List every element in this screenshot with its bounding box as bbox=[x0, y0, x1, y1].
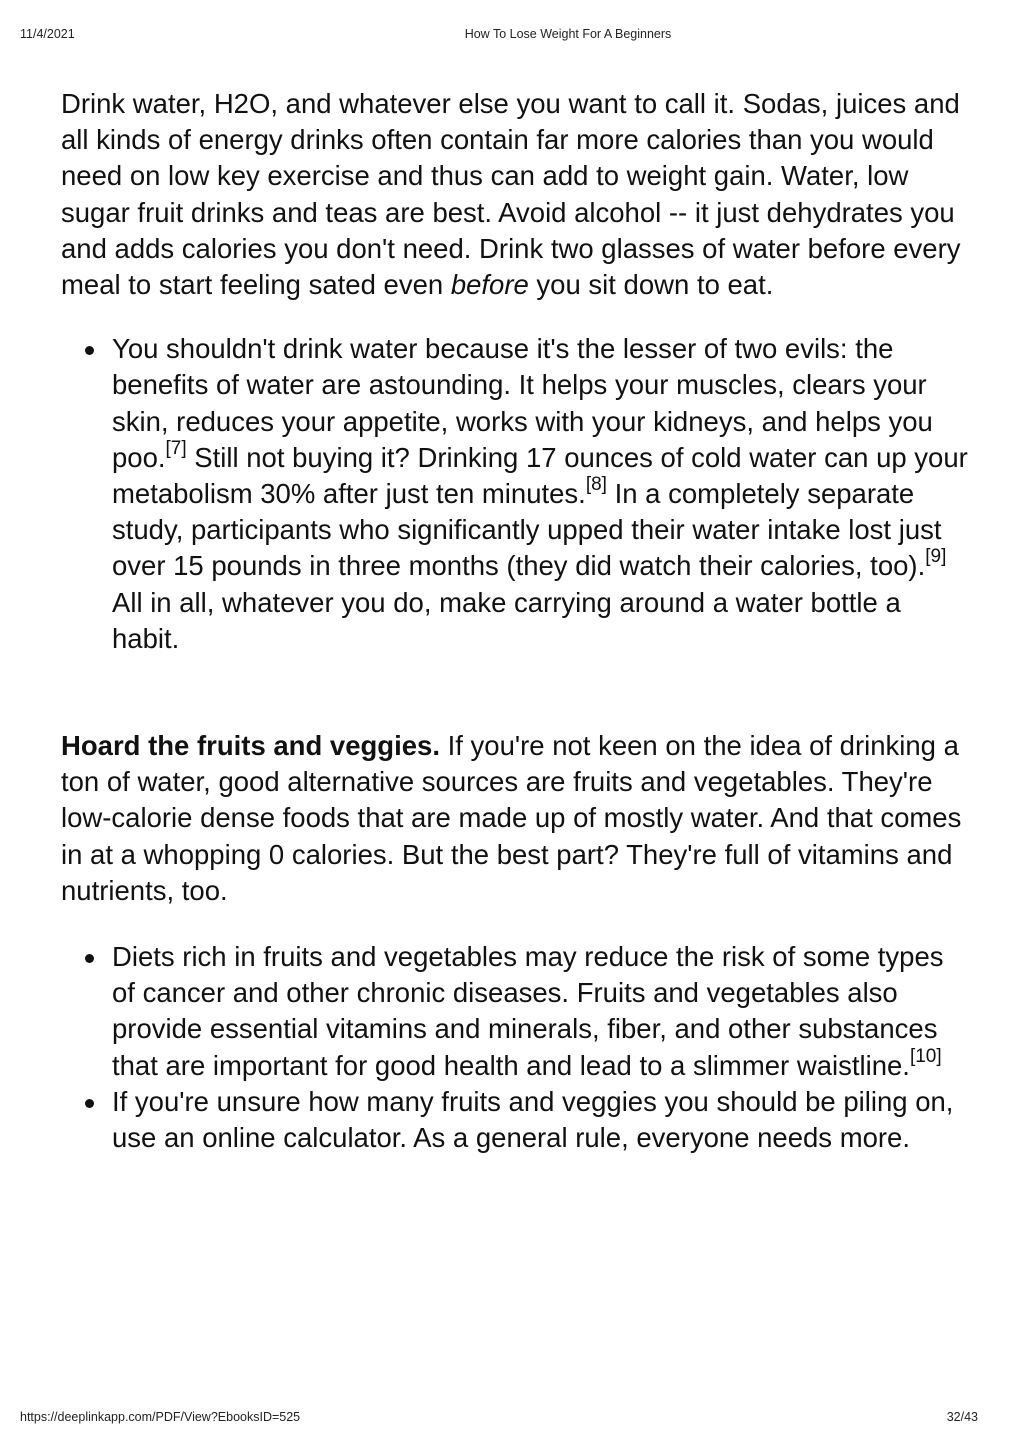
bullet-text: Diets rich in fruits and vegetables may reduce the risk of some types of cancer and other chronic diseases. Fruits and vegetables also provide essential vitamins and minerals, fiber, and other substances that are important for good health and lead to a slimmer waistline. bbox=[112, 941, 944, 1081]
page-content bbox=[61, 86, 971, 1156]
bullet-text: In a completely separate study, participants who significantly upped their water intake lost just over 15 pounds in three months (they did watch their calories, too). bbox=[112, 478, 942, 582]
bullet-text: If you're unsure how many fruits and veggies you should be piling on, use an online calculator. As a general rule, everyone needs more. bbox=[112, 1085, 954, 1154]
list-item bbox=[112, 1084, 971, 1156]
bullet-text: All in all, whatever you do, make carrying around a water bottle a habit. bbox=[112, 586, 901, 654]
intro-text: Drink water, H2O, and whatever else you want to call it. Sodas, juices and all kinds of energy drinks often contain far more calories than you would need on low key exercise and thus can add to weight gain. Water, low sugar fruit drinks and teas are best. Avoid alcohol -- it just dehydrates you and adds calories you don't need. Drink two glasses of water before every meal to start feeling sated even bbox=[61, 88, 961, 301]
section-heading: Hoard the fruits and veggies. bbox=[61, 730, 440, 762]
citation-link[interactable]: [8] bbox=[585, 474, 607, 496]
fruits-paragraph bbox=[61, 728, 971, 909]
fruits-text: If you're not keen on the idea of drinking a ton of water, good alternative sources are fruits and vegetables. They're low-calorie dense foods that are made up of mostly water. And that comes in at a whopping 0 calories. But the best part? They're full of vitamins and nutrients, too. bbox=[61, 730, 962, 906]
citation-link[interactable]: [7] bbox=[165, 437, 187, 459]
intro-italic: before bbox=[450, 269, 529, 301]
water-benefits-list bbox=[61, 331, 971, 657]
citation-link[interactable]: [10] bbox=[909, 1045, 942, 1067]
citation-link[interactable]: [9] bbox=[925, 546, 947, 568]
footer-url: https://deeplinkapp.com/PDF/View?EbooksID=525 bbox=[20, 1410, 301, 1424]
intro-text-end: you sit down to eat. bbox=[528, 269, 774, 301]
bullet-text: Still not buying it? Drinking 17 ounces of cold water can up your metabolism 30% after just ten minutes. bbox=[112, 441, 968, 510]
list-item bbox=[112, 331, 971, 657]
bullet-text: You shouldn't drink water because it's the lesser of two evils: the benefits of water are astounding. It helps your muscles, clears your skin, reduces your appetite, works with your kidneys, and helps you poo. bbox=[112, 333, 933, 473]
footer-page-number: 32/43 bbox=[946, 1410, 978, 1424]
header-title: How To Lose Weight For A Beginners bbox=[464, 27, 672, 41]
header-date: 11/4/2021 bbox=[20, 27, 75, 41]
intro-paragraph bbox=[61, 86, 971, 303]
list-item bbox=[112, 939, 971, 1084]
fruits-list bbox=[61, 939, 971, 1156]
